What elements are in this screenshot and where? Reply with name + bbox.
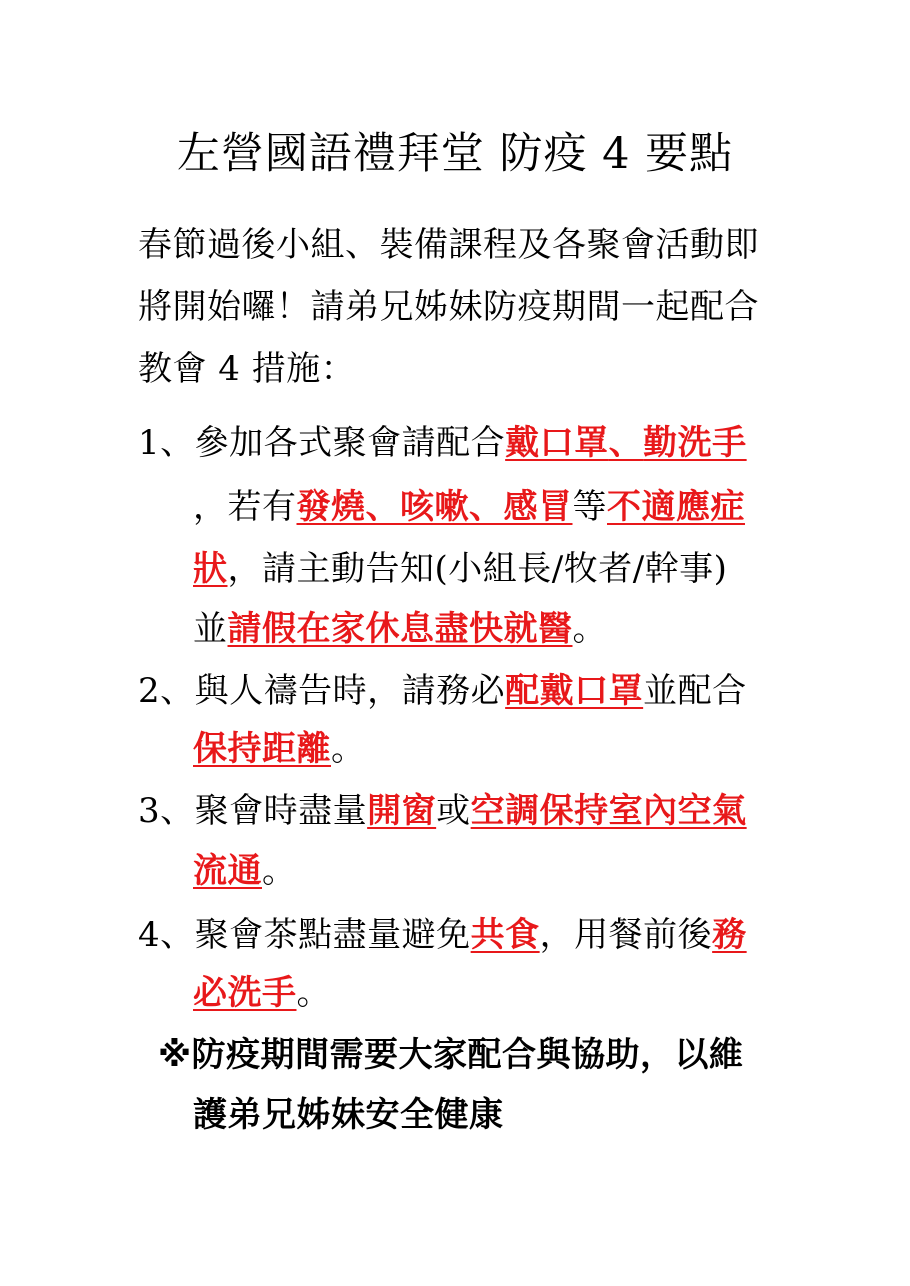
item-3-highlight-window: 開窗 bbox=[367, 791, 437, 831]
item-1-text: 1、參加各式聚會請配合 bbox=[138, 423, 506, 463]
item-1-line-4 bbox=[193, 604, 607, 654]
item-3-highlight-aircon: 空調保持室內空氣 bbox=[470, 791, 747, 831]
item-2-text: 2、與人禱告時，請務必 bbox=[138, 671, 506, 711]
item-4-text: ，用餐前後 bbox=[539, 915, 713, 955]
item-3-text: 或 bbox=[436, 791, 471, 831]
intro-line-2: 將開始囉！請弟兄姊妹防疫期間一起配合 bbox=[138, 287, 759, 327]
item-4-line-2 bbox=[193, 968, 331, 1018]
note-line-1: ※防疫期間需要大家配合與協助，以維 bbox=[158, 1035, 744, 1075]
item-4-line-1 bbox=[138, 910, 747, 960]
item-2-text: 並配合 bbox=[643, 671, 747, 711]
item-3-line-1 bbox=[138, 786, 747, 836]
item-2-line-1 bbox=[138, 666, 747, 716]
intro-line-3: 教會 4 措施： bbox=[138, 349, 356, 389]
item-1-text: 。 bbox=[572, 609, 607, 649]
item-1-highlight-rest: 請假在家休息盡快就醫 bbox=[227, 609, 573, 649]
item-2-line-2 bbox=[193, 724, 366, 774]
item-1-highlight-symptoms: 發燒、咳嗽、感冒 bbox=[296, 487, 573, 527]
item-1-line-3 bbox=[193, 544, 727, 594]
item-4-highlight-must: 務 bbox=[712, 915, 747, 955]
item-1-highlight-comma: 、 bbox=[608, 423, 644, 463]
item-1-highlight-mask: 戴口罩 bbox=[505, 423, 609, 463]
intro-line-1: 春節過後小組、裝備課程及各聚會活動即 bbox=[138, 225, 759, 265]
item-2-highlight-distance: 保持距離 bbox=[193, 729, 331, 769]
item-4-text: 4、聚會茶點盡量避免 bbox=[138, 915, 471, 955]
item-4-text: 。 bbox=[296, 973, 331, 1013]
item-1-text: ，若有 bbox=[193, 487, 297, 527]
item-4-highlight-shared-food: 共食 bbox=[470, 915, 540, 955]
item-2-highlight-mask: 配戴口罩 bbox=[505, 671, 644, 711]
item-1-text: 並 bbox=[193, 609, 228, 649]
item-3-text: 3、聚會時盡量 bbox=[138, 791, 368, 831]
item-1-highlight-handwash: 勤洗手 bbox=[643, 423, 747, 463]
item-1-line-1 bbox=[138, 418, 747, 468]
item-3-highlight-circulation: 流通 bbox=[193, 851, 262, 891]
item-4-highlight-handwash: 必洗手 bbox=[193, 973, 297, 1013]
item-1-text: ，請主動告知(小組長/牧者/幹事) bbox=[227, 549, 728, 589]
page-title: 左營國語禮拜堂 防疫 4 要點 bbox=[176, 129, 734, 179]
item-3-line-2 bbox=[193, 846, 297, 896]
item-1-line-2 bbox=[193, 482, 745, 532]
item-3-text: 。 bbox=[262, 851, 297, 891]
note-line-2: 護弟兄姊妹安全健康 bbox=[193, 1095, 504, 1135]
item-1-highlight-discomfort: 不適應症 bbox=[607, 487, 745, 527]
item-1-highlight-symptom-end: 狀 bbox=[193, 549, 228, 589]
item-2-text: 。 bbox=[331, 729, 366, 769]
item-1-text: 等 bbox=[572, 487, 607, 527]
